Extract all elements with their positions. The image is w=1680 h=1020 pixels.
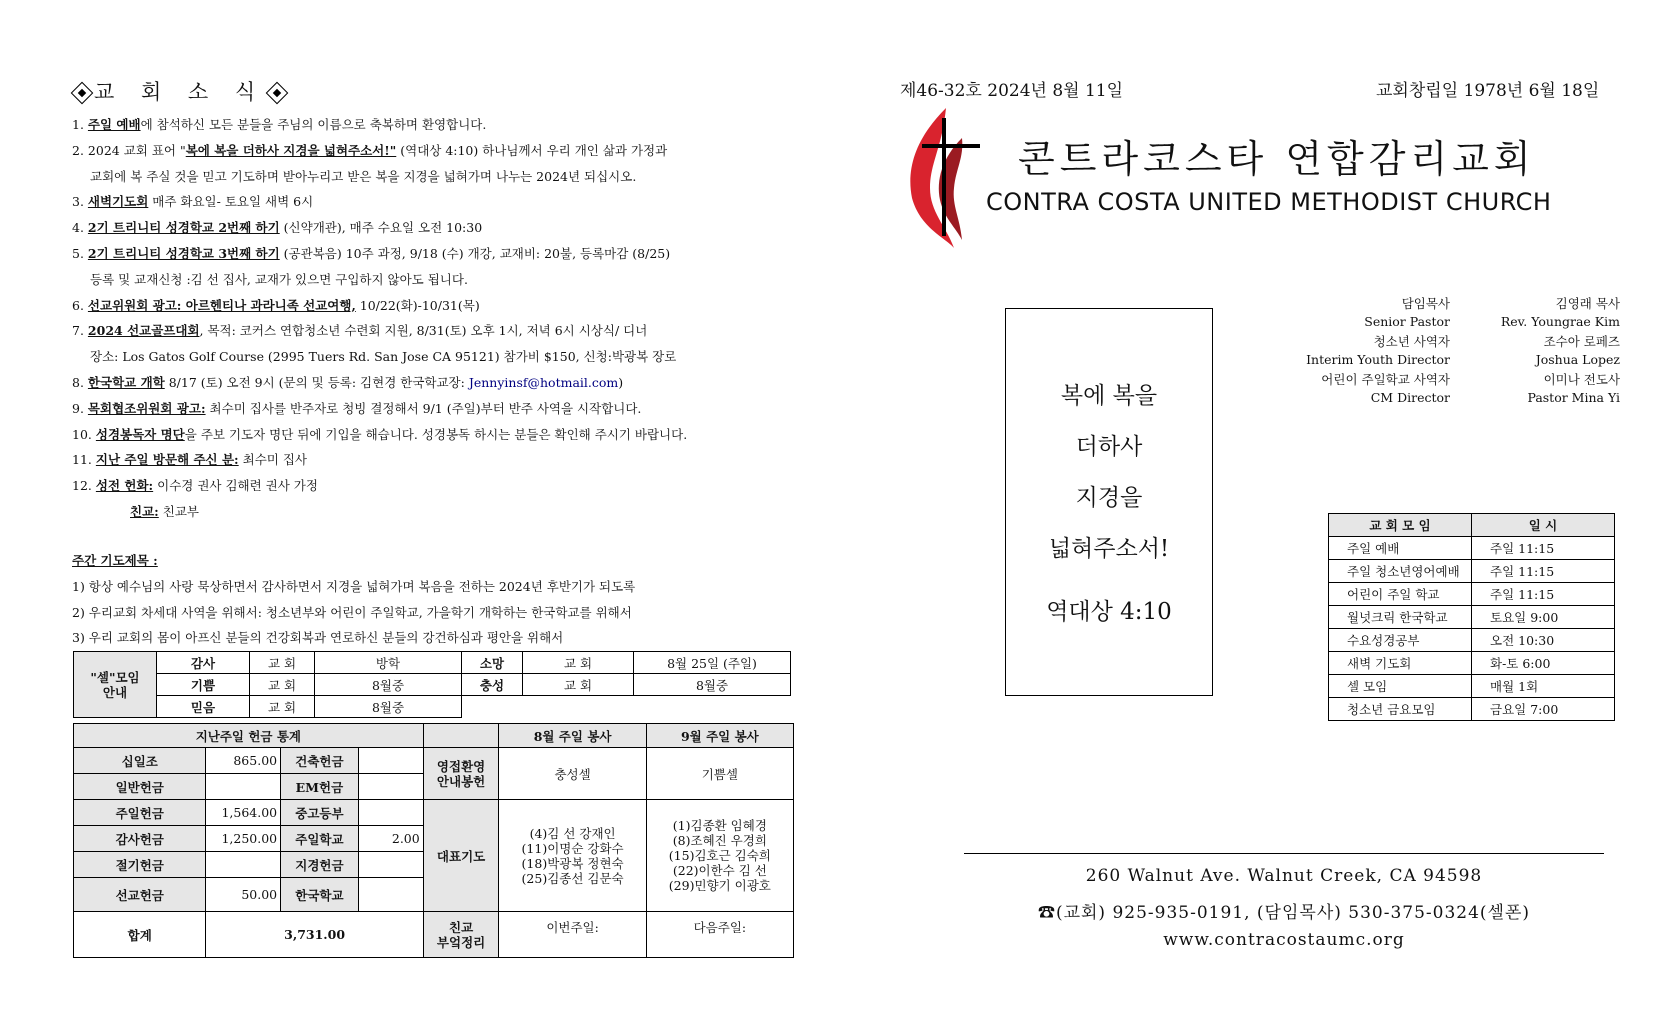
news-heading: 복에 복을 더하사 지경을 넓혀주소서!" <box>185 142 397 158</box>
news-heading: 성전 헌화: <box>95 478 154 494</box>
news-item: 11. 지난 주일 방문해 주신 분: 최수미 집사 <box>72 452 307 468</box>
staff-roles: 담임목사 Senior Pastor 청소년 사역자 Interim Youth Director 어린이 주일학교 사역자 CM Director <box>1306 296 1450 405</box>
news-number: 11. <box>72 452 92 468</box>
offering-table: 지난주일 헌금 통계 8월 주일 봉사 9월 주일 봉사 십일조 865.00 건축헌금 영접환영 안내봉헌 충성셀 기쁨셀 일반헌금 EM헌금 주일헌금 1,564.00 중고등부 대표기도 (4)김 선 강재인 (11)이명순 강화수 (18)박광복 정현숙 (25)김종선 김문숙 (1)김종환 임혜경 (8)조혜진 우경희 (15)김호근 김숙희 (22)이한수 김 선 (29)민향기 이광호 감사헌금 1,250.00 주일학교 2.00 절기헌금 지경헌금 선교헌금 50.00 한국학교 합계 3,731.00 친교 부엌정리 이번주일: 다음주일: <box>73 723 794 958</box>
news-item: 4. 2기 트리니티 성경학교 2번째 하기 (신약개관), 매주 수요일 오전 10:30 <box>72 220 483 236</box>
staff-names: 김영래 목사 Rev. Youngrae Kim 조수아 로페즈 Joshua Lopez 이미나 전도사 Pastor Mina Yi <box>1500 296 1620 405</box>
prayer-heading: 주간 기도제목 : <box>72 553 158 568</box>
news-number: 6. <box>72 297 84 313</box>
news-number: 9. <box>72 400 84 416</box>
church-name-korean: 콘트라코스타 연합감리교회 <box>1018 137 1536 181</box>
news-heading: 주일 예배 <box>87 117 141 132</box>
phone: ☎(교회) 925-935-0191, (담임목사) 530-375-0324(셀폰) <box>1037 903 1531 923</box>
news-item: 6. 선교위원회 광고: 아르헨티나 과라니족 선교여행, 10/22(화)-10/31(목) <box>72 297 480 313</box>
rep-prayer-aug: (4)김 선 강재인 (11)이명순 강화수 (18)박광복 정현숙 (25)김종선 김문숙 <box>499 800 646 912</box>
address: 260 Walnut Ave. Walnut Creek, CA 94598 <box>1085 866 1483 886</box>
news-item: 10. 성경봉독자 명단을 주보 기도자 명단 뒤에 기입을 해습니다. 성경봉독 하시는 분들은 확인해 주시기 바랍니다. <box>72 426 688 442</box>
news-number: 4. <box>72 220 84 236</box>
news-heading: 2기 트리니티 성경학교 3번째 하기 <box>87 245 280 261</box>
news-item: 교회에 복 주실 것을 믿고 기도하며 받아누리고 받은 복을 지경을 넓혀가며 나누는 2024년 되십시오. <box>90 168 637 184</box>
news-heading: 목회협조위원회 광고: <box>87 400 206 416</box>
news-item: 장소: Los Gatos Golf Course (2995 Tuers Rd. San Jose CA 95121) 참가비 $150, 신청:박광복 장로 <box>90 349 677 365</box>
news-item: 8. 한국학교 개학 8/17 (토) 오전 9시 (문의 및 등록: 김현경 한국학교장: Jennyinsf@hotmail.com) <box>72 374 624 390</box>
news-number: 3. <box>72 194 84 210</box>
prayer-item: 3) 우리 교회의 몸이 아프신 분들의 건강회복과 연로하신 분들의 강건하심과 평안을 위해서 <box>72 630 564 646</box>
news-heading: 지난 주일 방문해 주신 분: <box>95 452 239 468</box>
news-number: 7. <box>72 323 84 339</box>
news-item: 7. 2024 선교골프대회, 목적: 코커스 연합청소년 수련회 지원, 8/31(토) 오후 1시, 저녁 6시 시상식/ 디너 <box>72 323 648 339</box>
news-item: 5. 2기 트리니티 성경학교 3번째 하기 (공관복음) 10주 과정, 9/18 (수) 개강, 교재비: 20불, 등록마감 (8/25) <box>72 245 671 261</box>
cell-meeting-label: "셀"모임 안내 <box>74 652 157 718</box>
cell-meeting-table: "셀"모임 안내 감사 교 회 방학 소망 교 회 8월 25일 (주일) 기쁨 교 회 8월중 충성 교 회 8월중 믿음 교 회 8월중 <box>73 651 791 718</box>
rep-prayer-sep: (1)김종환 임혜경 (8)조혜진 우경희 (15)김호근 김숙희 (22)이한수 김 선 (29)민향기 이광호 <box>646 800 793 912</box>
news-number: 1. <box>72 117 84 132</box>
news-heading: 새벽기도회 <box>87 194 149 210</box>
prayer-item: 1) 항상 예수님의 사랑 묵상하면서 감사하면서 지경을 넓혀가며 복음을 전하는 2024년 후반기가 되도록 <box>72 578 636 594</box>
founded-date: 교회창립일 1978년 6월 18일 <box>1376 81 1600 101</box>
church-name-english: CONTRA COSTA UNITED METHODIST CHURCH <box>986 188 1552 216</box>
greeting-label: 영접환영 안내봉헌 <box>423 748 499 800</box>
news-number: 12. <box>72 478 92 494</box>
news-item: 3. 새벽기도회 매주 화요일- 토요일 새벽 6시 <box>72 194 314 210</box>
news-heading: 2024 선교골프대회 <box>87 323 200 339</box>
diamond-icon <box>266 82 289 105</box>
news-heading: 성경봉독자 명단 <box>95 426 185 442</box>
news-item: 9. 목회협조위원회 광고: 최수미 집사를 반주자로 청빙 결정해서 9/1 (주일)부터 반주 사역을 시작합니다. <box>72 400 642 416</box>
website-link[interactable]: www.contracostaumc.org <box>1163 930 1405 950</box>
issue-date: 제46-32호 2024년 8월 11일 <box>900 81 1124 101</box>
news-heading: 한국학교 개학 <box>87 374 165 390</box>
news-list <box>72 112 812 525</box>
news-item: 2. 2024 교회 표어 "복에 복을 더하사 지경을 넓혀주소서!" (역대상 4:10) 하나님께서 우리 개인 삶과 가정과 <box>72 142 668 158</box>
email-link[interactable]: Jennyinsf@hotmail.com <box>468 374 619 390</box>
prayer-item: 2) 우리교회 차세대 사역을 위해서: 청소년부와 어린이 주일학교, 가을학기 개학하는 한국학교를 위해서 <box>72 604 632 620</box>
section-title: 교 회 소 식 <box>70 76 289 106</box>
fellowship-label: 친교 부엌정리 <box>423 912 499 958</box>
news-number: 8. <box>72 374 84 390</box>
schedule-table: 교 회 모 임 일 시 주일 예배 주일 11:15 주일 청소년영어예배 주일 11:15 어린이 주일 학교 주일 11:15 월넛크릭 한국학교 토요일 9:00 수요성경공부 오전 10:30 새벽 기도회 화-토 6:00 셀 모임 매월 1회 청소년 금요모임 금요일 7:00 <box>1328 513 1615 721</box>
news-heading: 친교: <box>130 503 159 519</box>
diamond-icon <box>71 82 94 105</box>
news-number: 10. <box>72 426 92 442</box>
news-heading: 2기 트리니티 성경학교 2번째 하기 <box>87 220 280 236</box>
news-item: 친교: 친교부 <box>130 503 199 519</box>
news-number: 5. <box>72 245 84 261</box>
news-item: 1. 주일 예배에 참석하신 모든 분들을 주님의 이름으로 축복하며 환영합니다. <box>72 117 487 132</box>
news-number: 2. <box>72 142 84 158</box>
news-heading: 선교위원회 광고: 아르헨티나 과라니족 선교여행, <box>87 297 356 313</box>
news-item: 12. 성전 헌화: 이수경 권사 김해련 권사 가정 <box>72 478 318 494</box>
motto-verse-box: 복에 복을 더하사 지경을 넓혀주소서! 역대상 4:10 <box>1005 308 1213 696</box>
news-item: 등록 및 교재신청 :김 선 집사, 교재가 있으면 구입하지 않아도 됩니다. <box>90 271 468 287</box>
prayer-section <box>72 548 635 651</box>
cross-flame-logo <box>906 108 982 248</box>
footer-divider <box>964 853 1604 854</box>
